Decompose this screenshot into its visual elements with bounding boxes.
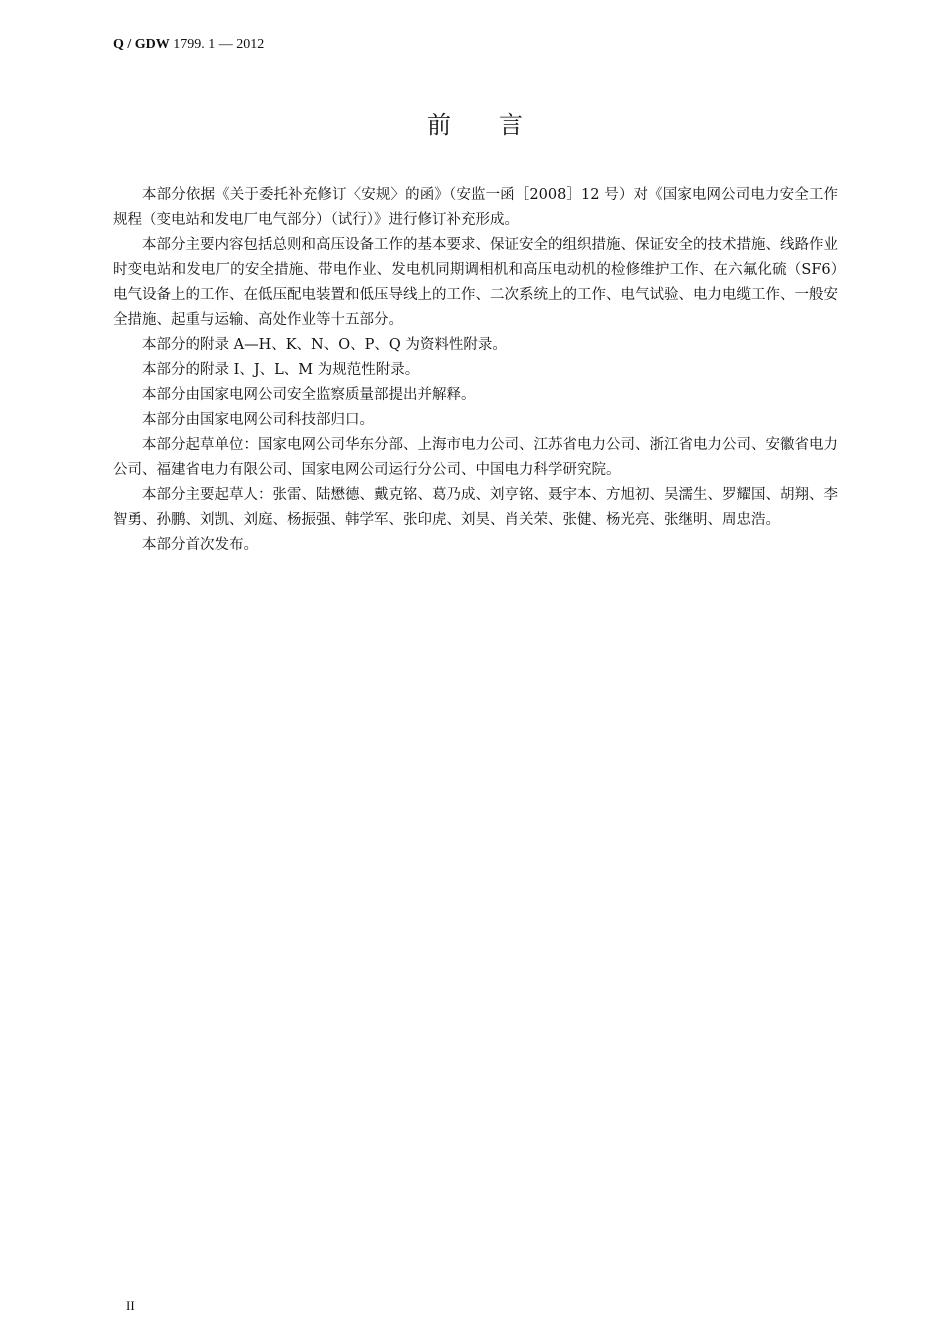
paragraph-contents: 本部分主要内容包括总则和高压设备工作的基本要求、保证安全的组织措施、保证安全的技术措施、线路作业时变电站和发电厂的安全措施、带电作业、发电机同期调相机和高压电动机的检修维护工作、在六氟化硫（SF6）电气设备上的工作、在低压配电装置和低压导线上的工作、二次系统上的工作、电气试验、电力电缆工作、一般安全措施、起重与运输、高处作业等十五部分。 [113, 237, 838, 328]
standard-code: Q / GDW [113, 37, 170, 52]
paragraph-drafters: 本部分主要起草人：张雷、陆懋德、戴克铭、葛乃成、刘亨铭、聂宇本、方旭初、吴濡生、罗耀国、胡翔、李智勇、孙鹏、刘凯、刘庭、杨振强、韩学军、张印虎、刘昊、肖关荣、张健、杨光亮、张继明、周忠浩。 [113, 487, 838, 528]
page-number: II [126, 1298, 135, 1313]
paragraph-drafting-units: 本部分起草单位：国家电网公司华东分部、上海市电力公司、江苏省电力公司、浙江省电力公司、安徽省电力公司、福建省电力有限公司、国家电网公司运行分公司、中国电力科学研究院。 [113, 437, 838, 478]
foreword-body [113, 183, 838, 558]
paragraph-responsible-dept: 本部分由国家电网公司科技部归口。 [142, 412, 374, 428]
standard-number: 1799. 1 — 2012 [169, 37, 265, 52]
paragraph-normative-annex: 本部分的附录 I、J、L、M 为规范性附录。 [142, 362, 420, 378]
paragraph-proposer: 本部分由国家电网公司安全监察质量部提出并解释。 [142, 387, 476, 403]
paragraph-informative-annex: 本部分的附录 A—H、K、N、O、P、Q 为资料性附录。 [142, 337, 507, 353]
document-header [113, 37, 264, 53]
paragraph-basis: 本部分依据《关于委托补充修订〈安规〉的函》（安监一函［2008］12 号）对《国家电网公司电力安全工作规程（变电站和发电厂电气部分）（试行）》进行修订补充形成。 [113, 187, 838, 228]
paragraph-first-release: 本部分首次发布。 [142, 537, 258, 553]
page-title: 前言 [427, 111, 571, 139]
